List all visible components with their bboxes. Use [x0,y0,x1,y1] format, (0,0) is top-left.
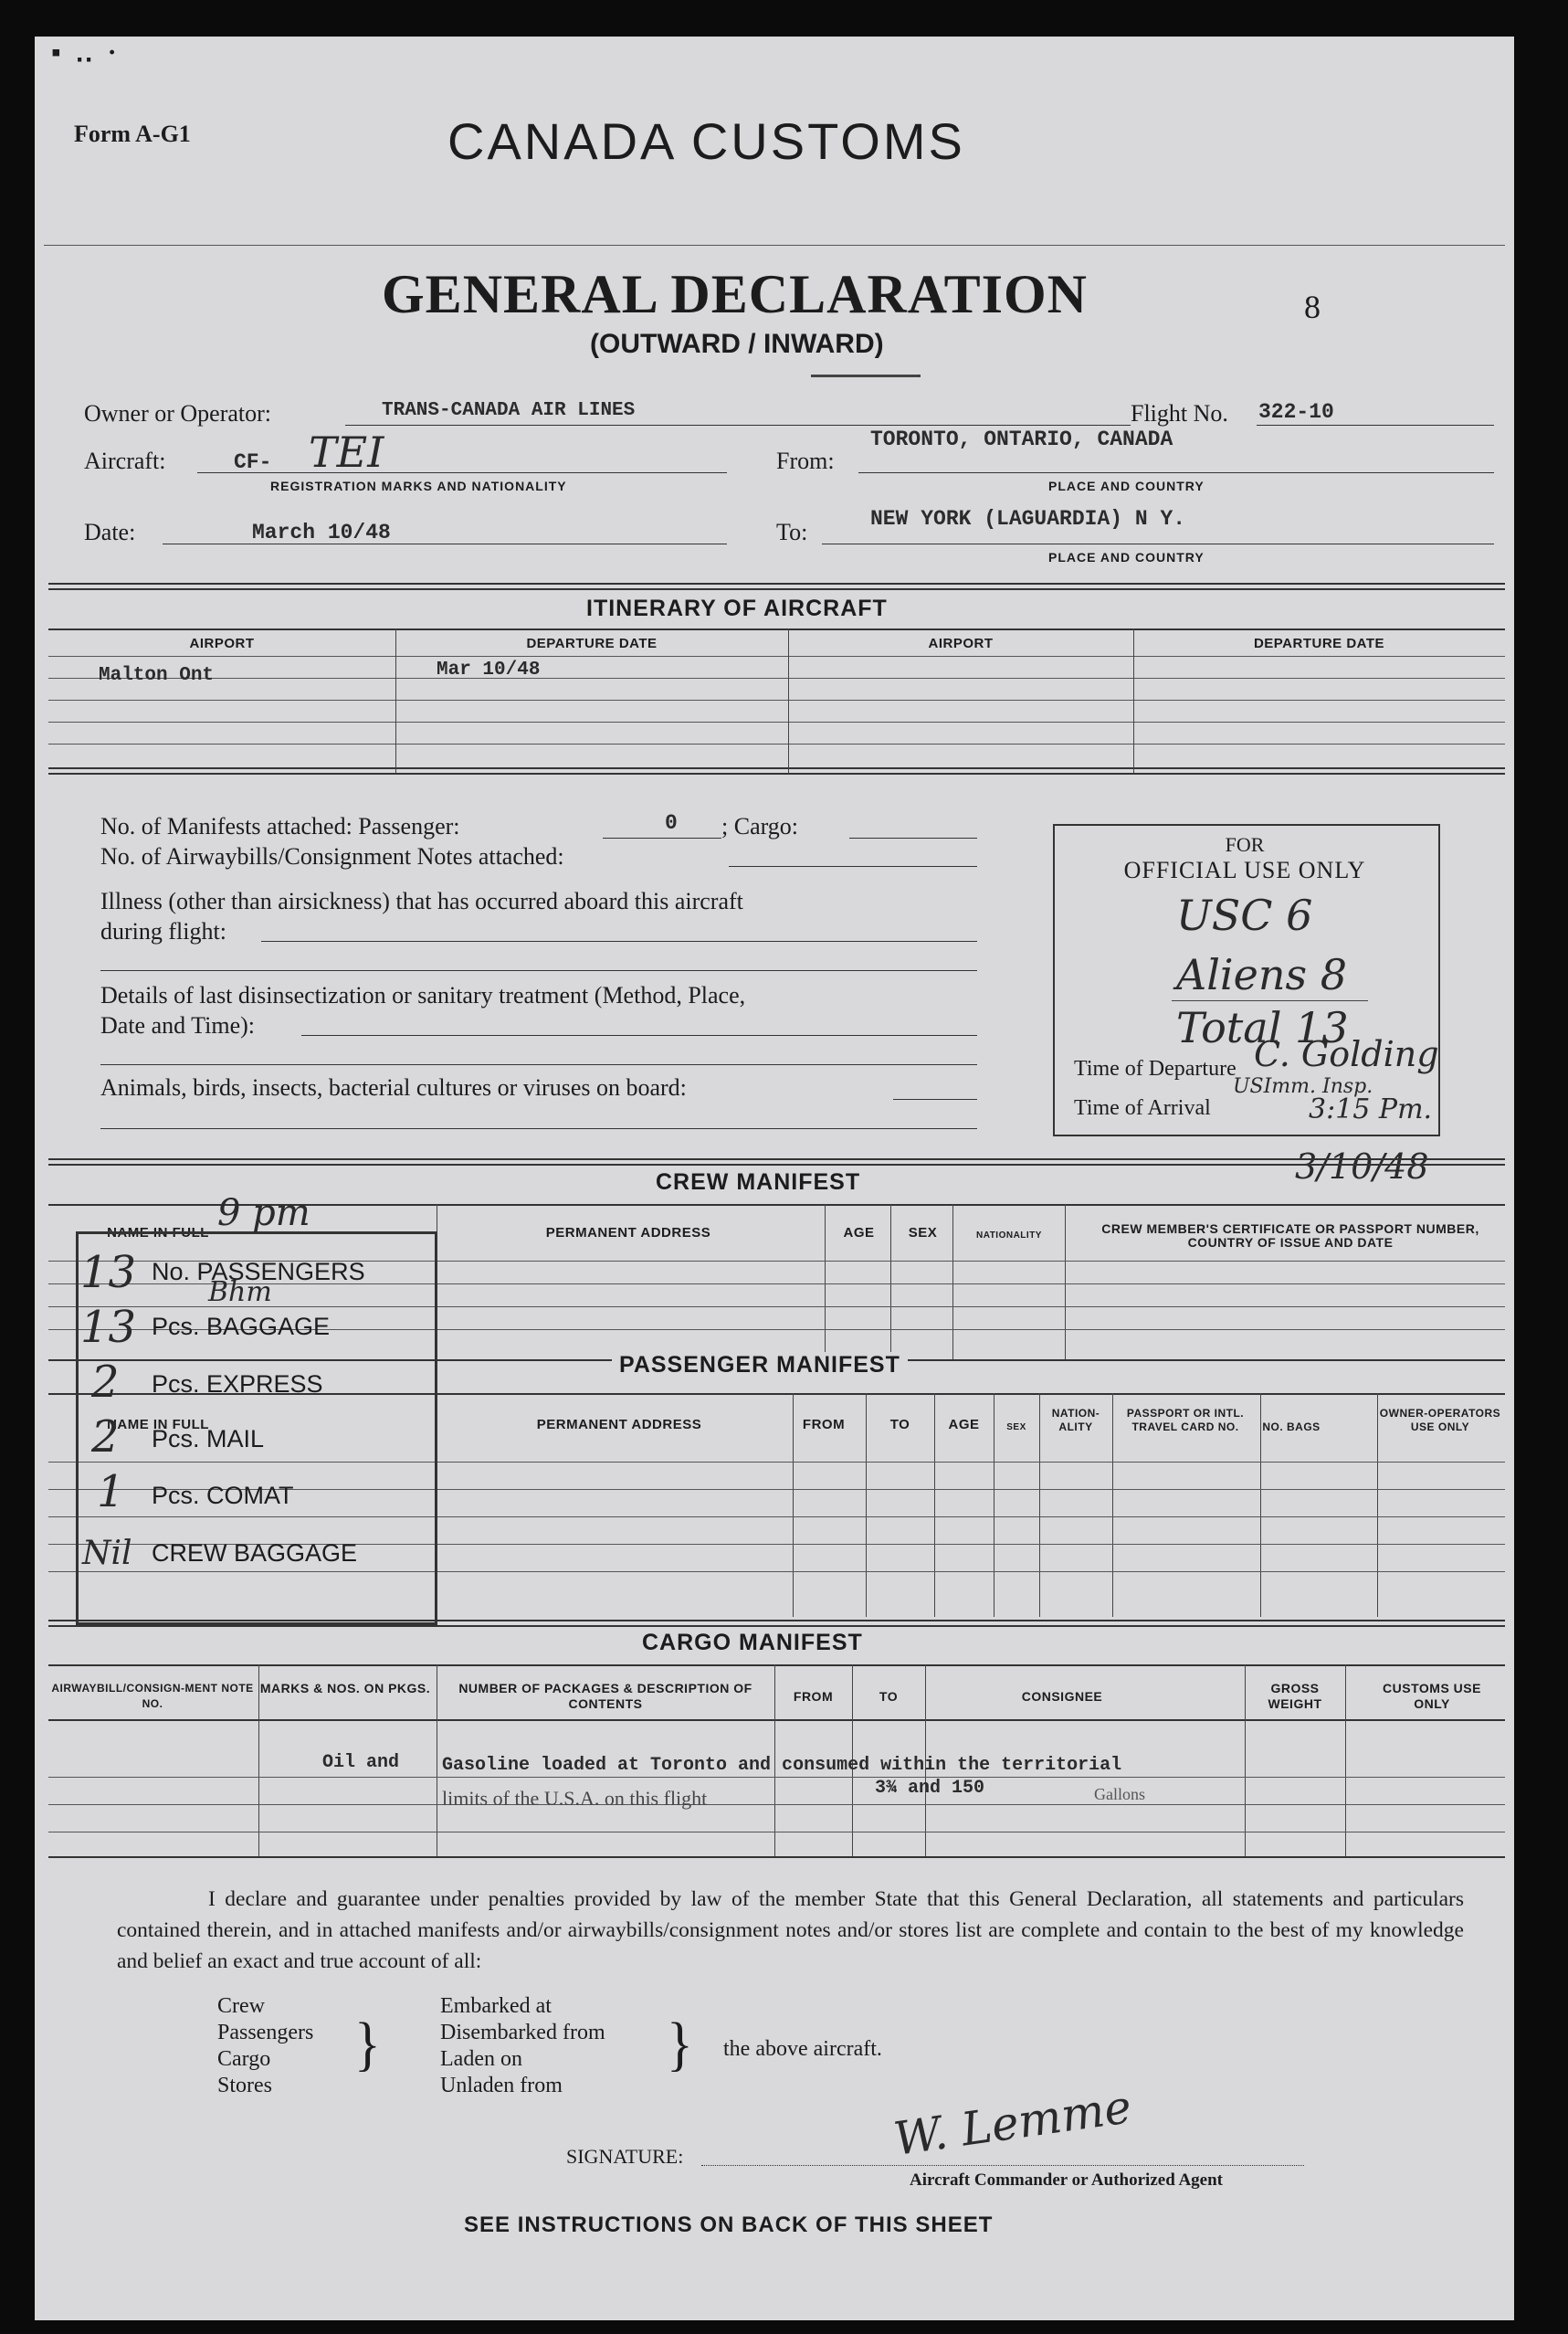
declaration-aircraft: the above aircraft. [723,2037,882,2061]
declaration-crew: Crew [217,1994,265,2018]
itinerary-rule [48,700,1505,701]
cargo-top-rule-2 [48,1625,1505,1627]
to-caption: PLACE AND COUNTRY [1048,550,1205,565]
cargo-col-to: TO [879,1689,899,1704]
pax-divider [1039,1393,1040,1617]
cargo-line [849,838,977,839]
crew-divider [890,1204,891,1359]
cargo-question: ; Cargo: [721,813,799,840]
agency-name: CANADA CUSTOMS [447,112,965,170]
crew-divider [952,1204,953,1359]
pax-col-sex: SEX [1006,1422,1026,1432]
aircraft-prefix: CF- [234,450,272,474]
crew-col-sex: SEX [908,1225,938,1241]
pax-col-nationality: NATION-ALITY [1051,1407,1100,1433]
stamp-count-comat: 1 [97,1466,125,1517]
declaration-unladen: Unladen from [440,2074,563,2097]
manifests-passenger-value: 0 [665,811,678,835]
animals-line-2 [100,1128,977,1129]
cargo-col-consignee: CONSIGNEE [1021,1689,1103,1704]
manifests-question: No. of Manifests attached: Passenger: [100,813,460,840]
cargo-top-rule [48,1620,1505,1621]
form-subtitle: (OUTWARD / INWARD) [590,329,884,359]
itinerary-top-rule-2 [48,588,1505,590]
itinerary-rule [48,656,1505,657]
official-sum-rule [1172,1000,1368,1001]
brace-icon: } [667,2010,693,2077]
pax-divider [793,1393,794,1617]
stamp-note-mid: Bhm [208,1276,272,1308]
official-title: OFFICIAL USE ONLY [1123,857,1366,883]
itinerary-rule [48,744,1505,745]
stamp-count-express: 2 [91,1357,120,1408]
cargo-col-from: FROM [793,1689,834,1704]
illness-question-2: during flight: [100,918,226,945]
itinerary-rule [48,722,1505,723]
cargo-divider [1245,1664,1246,1856]
date-value: March 10/48 [252,521,391,544]
pax-divider [934,1393,935,1617]
declaration-mid-list [440,1993,605,2099]
declaration-laden: Laden on [440,2047,522,2071]
pax-col-name: NAME IN FULL [107,1417,209,1432]
cargo-header-rule [48,1664,1505,1666]
signature-line [701,2165,1304,2166]
form-title: GENERAL DECLARATION [382,264,1089,324]
stamp-label-crew: CREW BAGGAGE [152,1539,358,1567]
itin-col-airport-1: AIRPORT [189,636,255,651]
animals-line [893,1099,977,1100]
itin-airport-value: Malton Ont [99,665,215,686]
aircraft-value: TEI [309,428,384,477]
airwaybills-question: No. of Airwaybills/Consignment Notes attached: [100,843,564,870]
corner-marks: ▪ ‥ · [51,37,121,68]
pax-divider [1260,1393,1261,1617]
header-rule [44,245,1505,246]
us-immigration-note: USImm. Insp. [1233,1075,1373,1098]
crew-top-rule-2 [48,1164,1505,1166]
official-usc: USC 6 [1176,891,1313,940]
declaration-stores: Stores [217,2074,272,2097]
passenger-title: PASSENGER MANIFEST [612,1352,908,1378]
crew-col-name: NAME IN FULL [107,1225,209,1241]
disinsect-line [301,1035,977,1036]
cargo-col-packages: NUMBER OF PACKAGES & DESCRIPTION OF CONTENTS [458,1681,752,1711]
cargo-rule [48,1777,1505,1778]
from-value: TORONTO, ONTARIO, CANADA [870,428,1173,451]
signature-label: SIGNATURE: [566,2145,684,2168]
cargo-marks-value: Oil and [322,1752,400,1773]
official-total: Total 13 [1176,1003,1349,1052]
itinerary-title: ITINERARY OF AIRCRAFT [586,596,888,621]
stamp-label-comat: Pcs. COMAT [152,1482,294,1509]
itinerary-divider [395,628,396,773]
from-caption: PLACE AND COUNTRY [1048,479,1205,493]
cargo-col-customs: CUSTOMS USE ONLY [1383,1681,1481,1711]
illness-line-2 [100,970,977,971]
pax-divider [866,1393,867,1617]
stamp-label-mail: Pcs. MAIL [152,1425,265,1452]
stamp-count-baggage: 13 [80,1302,137,1353]
declaration-text: I declare and guarantee under penalties provided by law of the member State that this General Declaration, all statements and particulars contained therein, and in attached manifests and/or airwaybills/consignment notes and/or stores list are complete and contain to the best of my knowledge and belief an exact and true account of all: [117,1887,1464,1973]
declaration-embarked: Embarked at [440,1994,552,2018]
departure-label: Time of Departure [1074,1057,1237,1081]
airwaybills-line [729,866,977,867]
brace-icon: } [354,2010,381,2077]
itin-col-date-2: DEPARTURE DATE [1253,636,1385,651]
disinsect-line-2 [100,1064,977,1065]
cargo-line-1: Gasoline loaded at Toronto and consumed within the territorial [442,1755,1122,1776]
pax-col-address: PERMANENT ADDRESS [536,1417,702,1432]
disinsect-question-2: Date and Time): [100,1012,255,1039]
flight-label: Flight No. [1131,400,1228,427]
arrival-label: Time of Arrival [1074,1096,1211,1120]
declaration-passengers: Passengers [217,2021,314,2044]
itin-date-value: Mar 10/48 [437,660,541,681]
declaration-cargo: Cargo [217,2047,271,2071]
manifests-line [603,838,721,839]
flight-value: 322-10 [1258,400,1334,424]
cargo-col-airwaybill: AIRWAYBILL/CONSIGN-MENT NOTE NO. [51,1682,254,1710]
stamp-count-passengers: 13 [80,1247,137,1298]
crew-title: CREW MANIFEST [656,1169,861,1195]
official-aliens: Aliens 8 [1176,950,1347,999]
pax-col-owner: OWNER-OPERATORS USE ONLY [1379,1407,1501,1433]
crew-col-certificate: CREW MEMBER'S CERTIFICATE OR PASSPORT NUMBER, COUNTRY OF ISSUE AND DATE [1101,1221,1479,1250]
itinerary-divider [1133,628,1134,773]
arrival-value: 3:15 Pm. [1309,1093,1433,1125]
crew-col-nationality: NATIONALITY [976,1230,1042,1241]
official-date-written: 3/10/48 [1295,1146,1429,1187]
departure-signature: C. Golding [1254,1034,1439,1074]
from-line [858,472,1494,473]
instructions-footer: SEE INSTRUCTIONS ON BACK OF THIS SHEET [464,2213,994,2237]
cargo-rule [48,1804,1505,1805]
cargo-title: CARGO MANIFEST [642,1630,863,1655]
itinerary-bottom-rule [48,767,1505,769]
pax-divider [1377,1393,1378,1617]
cargo-subheader-rule [48,1719,1505,1721]
cargo-divider [258,1664,259,1856]
itin-col-airport-2: AIRPORT [928,636,994,651]
cargo-units: Gallons [1094,1785,1145,1803]
subtitle-rule [811,375,921,377]
cargo-col-marks: MARKS & NOS. ON PKGS. [259,1681,431,1695]
crew-col-age: AGE [843,1225,875,1241]
cargo-divider [1345,1664,1346,1856]
pax-col-passport: PASSPORT OR INTL. TRAVEL CARD NO. [1126,1407,1245,1433]
itinerary-rule [48,678,1505,679]
crew-divider [1065,1204,1066,1359]
to-label: To: [776,519,808,545]
crew-top-rule [48,1158,1505,1160]
itinerary-top-rule [48,583,1505,585]
signature-caption: Aircraft Commander or Authorized Agent [910,2170,1224,2190]
pax-col-from: FROM [802,1417,846,1432]
page-number: 8 [1304,289,1321,325]
declaration-disembarked: Disembarked from [440,2021,605,2044]
crew-divider [825,1204,826,1359]
pax-divider [1112,1393,1113,1617]
cargo-line-2: limits of the U.S.A. on this flight [442,1787,708,1810]
date-label: Date: [84,519,136,545]
from-label: From: [776,448,835,474]
illness-line [261,941,977,942]
crew-col-address: PERMANENT ADDRESS [545,1225,711,1241]
aircraft-line [197,472,727,473]
declaration-form [35,37,1514,2320]
pax-col-bags: NO. BAGS [1262,1420,1321,1433]
cargo-col-weight: GROSS WEIGHT [1268,1681,1322,1711]
illness-question: Illness (other than airsickness) that has occurred aboard this aircraft [100,888,743,914]
itin-col-date-1: DEPARTURE DATE [526,636,658,651]
owner-value: TRANS-CANADA AIR LINES [382,400,636,421]
stamp-label-express: Pcs. EXPRESS [152,1370,323,1398]
stamp-count-crew: Nil [82,1535,132,1572]
owner-label: Owner or Operator: [84,400,272,427]
cargo-bottom-rule [48,1856,1505,1858]
official-for: FOR [1225,833,1265,856]
to-value: NEW YORK (LAGUARDIA) N Y. [870,507,1186,531]
itinerary-divider [788,628,789,773]
animals-question: Animals, birds, insects, bacterial cultures or viruses on board: [100,1074,687,1101]
aircraft-caption: REGISTRATION MARKS AND NATIONALITY [270,479,567,493]
form-number: Form A-G1 [74,121,191,147]
stamp-count-mail: 2 [91,1411,120,1463]
stamp-label-baggage: Pcs. BAGGAGE [152,1313,331,1340]
itinerary-bottom-rule-2 [48,773,1505,775]
stamp-label-passengers: No. PASSENGERS [152,1258,365,1285]
aircraft-label: Aircraft: [84,448,166,474]
owner-line [345,425,1131,426]
pax-col-to: TO [889,1417,910,1432]
cargo-amounts: 3¾ and 150 [875,1778,985,1799]
flight-line [1257,425,1494,426]
itinerary-header-rule [48,628,1505,630]
pax-col-age: AGE [948,1417,980,1432]
signature: W. Lemme [890,2080,1135,2166]
declaration-left-list [217,1993,313,2099]
stamp-note-top: 9 pm [217,1192,310,1234]
disinsect-question: Details of last disinsectization or sanitary treatment (Method, Place, [100,982,746,1009]
